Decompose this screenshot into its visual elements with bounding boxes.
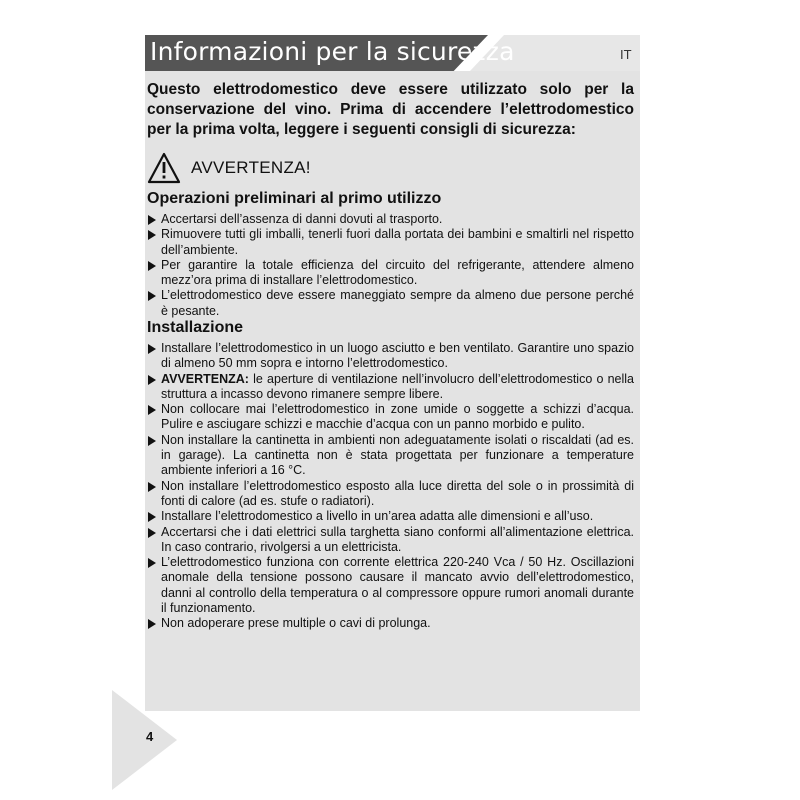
list-item-text: Rimuovere tutti gli imballi, tenerli fuori dalla portata dei bambini e smaltirli nel rispetto dell’ambiente.: [161, 227, 634, 257]
list-item: [147, 212, 634, 227]
list-item-text: Non installare la cantinetta in ambienti non adeguatamente isolati o riscaldati (ad es. in garage). La cantinetta non è stata progettata per funzionare a temperature ambiente inferiori a 16 °C.: [161, 432, 634, 478]
list-item: [147, 288, 634, 319]
warning-prefix: AVVERTENZA:: [161, 371, 249, 386]
bullet-list: [147, 341, 634, 632]
bullet-arrow-icon: [148, 230, 156, 240]
bullet-arrow-icon: [148, 405, 156, 415]
warning-triangle-icon: [147, 152, 181, 184]
bullet-arrow-icon: [148, 215, 156, 225]
list-item-text: Installare l’elettrodomestico in un luogo asciutto e ben ventilato. Garantire uno spazio di almeno 50 mm sopra e intorno l’elettrodomestico.: [161, 341, 634, 371]
bullet-arrow-icon: [148, 619, 156, 629]
warning-label: AVVERTENZA!: [191, 158, 311, 177]
list-item-text: L’elettrodomestico deve essere maneggiato sempre da almeno due persone perché è pesante.: [161, 288, 634, 318]
section-installation: [147, 319, 634, 632]
section-title: Operazioni preliminari al primo utilizzo: [147, 190, 442, 207]
list-item: [147, 402, 634, 433]
list-item: [147, 525, 634, 556]
section-preliminary: [147, 190, 634, 319]
list-item: [147, 227, 634, 258]
list-item-text: Non collocare mai l’elettrodomestico in zone umide o soggette a schizzi d’acqua. Pulire e asciugare schizzi e macchie d’acqua con un panno morbido e pulito.: [161, 402, 634, 432]
list-item-text: Non adoperare prese multiple o cavi di prolunga.: [161, 616, 431, 631]
page-number: 4: [146, 729, 154, 744]
list-item: [147, 509, 634, 524]
bullet-arrow-icon: [148, 261, 156, 271]
list-item-text: le aperture di ventilazione nell’involucro dell’elettrodomestico o nella struttura a incasso devono rimanere sempre libere.: [161, 371, 634, 401]
list-item-text: Non installare l’elettrodomestico esposto alla luce diretta del sole o in prossimità di fonti di calore (ad es. stufe o radiatori).: [161, 478, 634, 508]
bullet-arrow-icon: [148, 558, 156, 568]
list-item: [147, 341, 634, 372]
list-item: [147, 616, 634, 631]
intro-paragraph: Questo elettrodomestico deve essere utilizzato solo per la conservazione del vino. Prima di accendere l’elettrodomestico per la prima volta, leggere i seguenti consigli di sicurezza:: [147, 81, 634, 138]
language-code: IT: [620, 47, 632, 62]
list-item-text: Installare l’elettrodomestico a livello in un’area adatta alle dimensioni e all’uso.: [161, 509, 594, 524]
list-item-text: Per garantire la totale efficienza del circuito del refrigerante, attendere almeno mezz’ora prima di installare l’elettrodomestico.: [161, 257, 634, 288]
list-item: [147, 258, 634, 289]
list-item: [147, 555, 634, 616]
warning-heading: [147, 150, 311, 186]
list-item-text: L’elettrodomestico funziona con corrente elettrica 220-240 Vca / 50 Hz. Oscillazioni anomale della tensione possono causare il mancato avvio dell’elettrodomestico, danni al controllo della temperatura o al compressore oppure rumori anomali durante il funzionamento.: [161, 555, 634, 616]
bullet-arrow-icon: [148, 512, 156, 522]
bullet-arrow-icon: [148, 291, 156, 301]
page-title: Informazioni per la sicurezza: [150, 37, 515, 66]
list-item: [147, 433, 634, 479]
bullet-arrow-icon: [148, 375, 156, 385]
list-item-text: Accertarsi che i dati elettrici sulla targhetta siano conformi all’alimentazione elettrica. In caso contrario, rivolgersi a un elettricista.: [161, 524, 634, 554]
bullet-list: [147, 212, 634, 319]
section-title: Installazione: [147, 319, 244, 336]
bullet-arrow-icon: [148, 482, 156, 492]
bullet-arrow-icon: [148, 344, 156, 354]
bullet-arrow-icon: [148, 528, 156, 538]
list-item: [147, 372, 634, 403]
bullet-arrow-icon: [148, 436, 156, 446]
list-item: [147, 479, 634, 510]
list-item-text: Accertarsi dell’assenza di danni dovuti al trasporto.: [161, 212, 443, 226]
